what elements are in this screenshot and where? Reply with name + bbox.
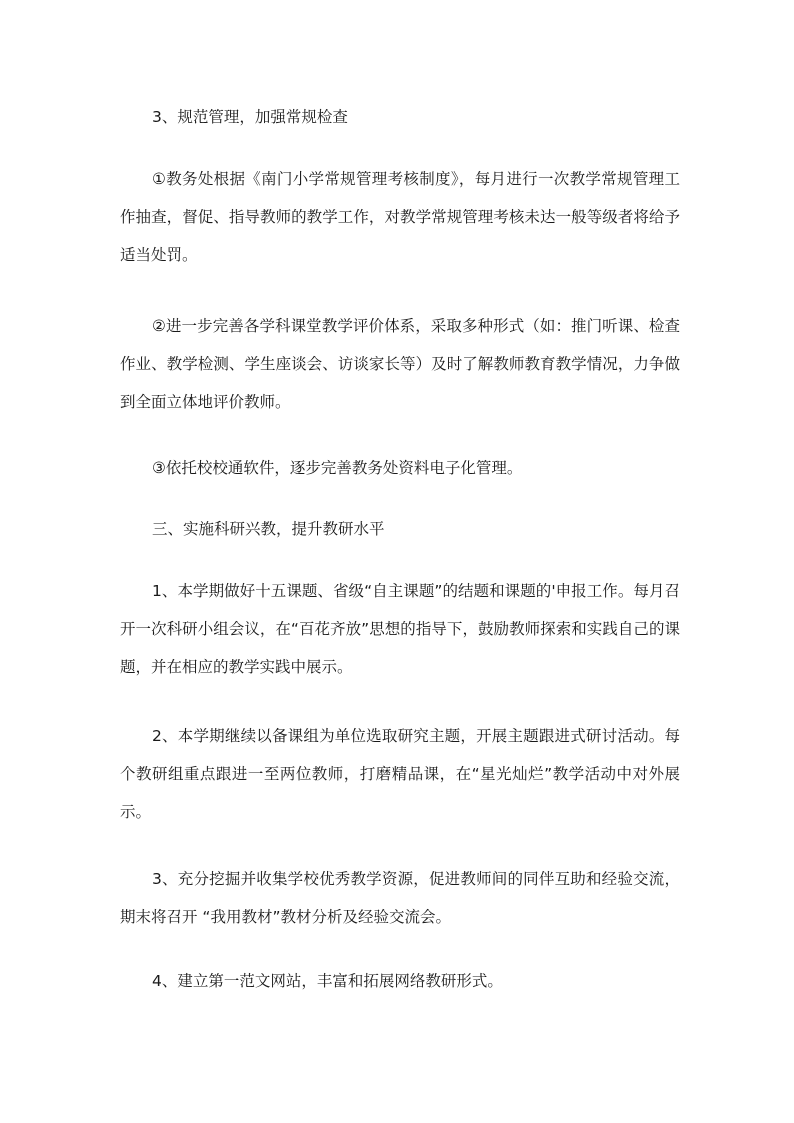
paragraph-item-3: ③依托校校通软件，逐步完善教务处资料电子化管理。: [152, 459, 523, 477]
paragraph-item-1: ①教务处根据《南门小学常规管理考核制度》，每月进行一次教学常规管理工作抽查，督促、指导教师的教学工作，对教学常规管理考核未达一般等级者将给予适当处罚。: [120, 170, 680, 264]
paragraph-research-4: 4、建立第一范文网站，丰富和拓展网络教研形式。: [152, 972, 503, 990]
paragraph-research-3: 3、充分挖掘并收集学校优秀教学资源，促进教师间的同伴互助和经验交流，期末将召开 “我用教材”教材分析及经验交流会。: [120, 870, 680, 926]
paragraph-item-2: ②进一步完善各学科课堂教学评价体系，采取多种形式（如：推门听课、检查作业、教学检测、学生座谈会、访谈家长等）及时了解教师教育教学情况，力争做到全面立体地评价教师。: [120, 317, 680, 411]
heading-regulate-management: 3、规范管理，加强常规检查: [152, 108, 348, 126]
paragraph-research-2: 2、本学期继续以备课组为单位选取研究主题，开展主题跟进式研讨活动。每个教研组重点跟进一至两位教师，打磨精品课，在“星光灿烂”教学活动中对外展示。: [120, 727, 680, 821]
section-heading-research: 三、实施科研兴教，提升教研水平: [152, 520, 385, 538]
paragraph-research-1: 1、本学期做好十五课题、省级“自主课题”的结题和课题的'申报工作。每月召开一次科研小组会议，在“百花齐放”思想的指导下，鼓励教师探索和实践自己的课题，并在相应的教学实践中展示。: [120, 582, 680, 676]
